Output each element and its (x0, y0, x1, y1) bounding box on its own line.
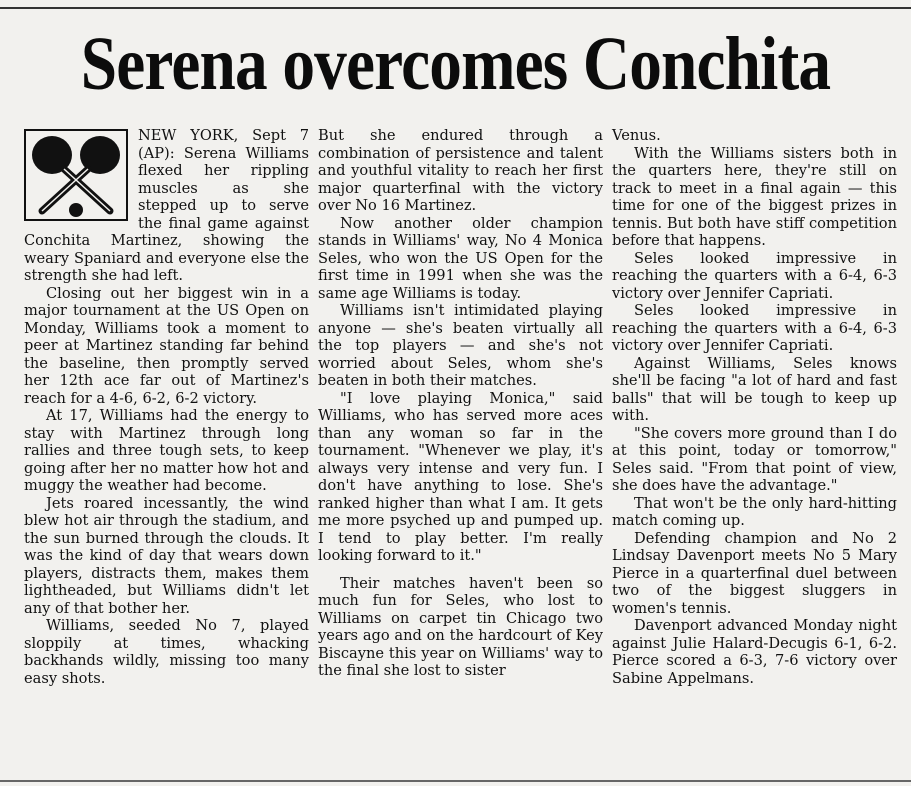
paragraph: Davenport advanced Monday night against Julie Halard-Decugis 6-1, 6-2. Pierce scored a 6-3, 7-6 victory over Sabine Appelmans. (612, 617, 897, 687)
paragraph: Now another older champion stands in Williams' way, No 4 Monica Seles, who won the US Open for the first time in 1991 when she was the same age Williams is today. (318, 214, 603, 302)
paragraph: With the Williams sisters both in the quarters here, they're still on track to meet in a final again — this time for one of the biggest prizes in tennis. But both have stiff competition before that happens. (612, 144, 897, 249)
paragraph: "She covers more ground than I do at this point, today or tomorrow," Seles said. "From that point of view, she does have the advantage." (612, 424, 897, 494)
paragraph: Williams, seeded No 7, played sloppily at times, whacking backhands wildly, missing too many easy shots. (24, 617, 309, 687)
paragraph: Defending champion and No 2 Lindsay Davenport meets No 5 Mary Pierce in a quarterfinal duel between two of the biggest sluggers in women's tennis. (612, 529, 897, 617)
paragraph: Seles looked impressive in reaching the quarters with a 6-4, 6-3 victory over Jennifer Capriati. (612, 249, 897, 302)
paragraph: Seles looked impressive in reaching the quarters with a 6-4, 6-3 victory over Jennifer Capriati. (612, 302, 897, 354)
column-3 (612, 127, 897, 687)
paragraph: Williams isn't intimidated playing anyone — she's beaten virtually all the top players — and she's not worried about Seles, whom she's beaten in both their matches. (318, 302, 603, 389)
headline: Serena overcomes Conchita (80, 22, 831, 106)
paragraph: Against Williams, Seles knows she'll be facing "a lot of hard and fast balls" that will be tough to keep up with. (612, 354, 897, 424)
top-rule (0, 7, 911, 9)
column-2 (318, 127, 603, 680)
paragraph: Venus. (612, 127, 661, 144)
paragraph: Closing out her biggest win in a major tournament at the US Open on Monday, Williams took a moment to peer at Martinez standing far behind the baseline, then promptly served her 12th ace far out of Martinez's reach for a 4-6, 6-2, 6-2 victory. (24, 284, 309, 407)
paragraph: Their matches haven't been so much fun for Seles, who lost to Williams on carpet tin Chicago two years ago and on the hardcourt of Key Biscayne this year on Williams' way to the final she lost to sister (318, 574, 603, 679)
paragraph: At 17, Williams had the energy to stay with Martinez through long rallies and three tough sets, to keep going after her no matter how hot and muggy the weather had become. (24, 407, 309, 494)
crossed-tennis-rackets-icon (24, 129, 128, 221)
paragraph: That won't be the only hard-hitting match coming up. (612, 494, 897, 529)
paragraph: "I love playing Monica," said Williams, who has served more aces than any woman so far in the tournament. "Whenever we play, it's always very intense and very fun. I don't have anything to lose. She's ranked higher than what I am. It gets me more psyched up and pumped up. I tend to play better. I'm really looking forward to it." (318, 389, 603, 564)
bottom-rule (0, 780, 911, 782)
paragraph: NEW YORK, Sept 7 (AP): Serena Williams flexed her rippling muscles as she stepped up to serve the final game against Conchita Martinez, showing the weary Spaniard and everyone else the strength she had left. (24, 127, 309, 284)
paragraph: But she endured through a combination of persistence and talent and youthful vitality to reach her first major quarterfinal with the victory over No 16 Martinez. (318, 127, 603, 214)
column-1 (24, 127, 309, 687)
paragraph: Jets roared incessantly, the wind blew hot air through the stadium, and the sun burned through the clouds. It was the kind of day that wears down players, distracts them, makes them lightheaded, but Williams didn't let any of that bother her. (24, 494, 309, 617)
